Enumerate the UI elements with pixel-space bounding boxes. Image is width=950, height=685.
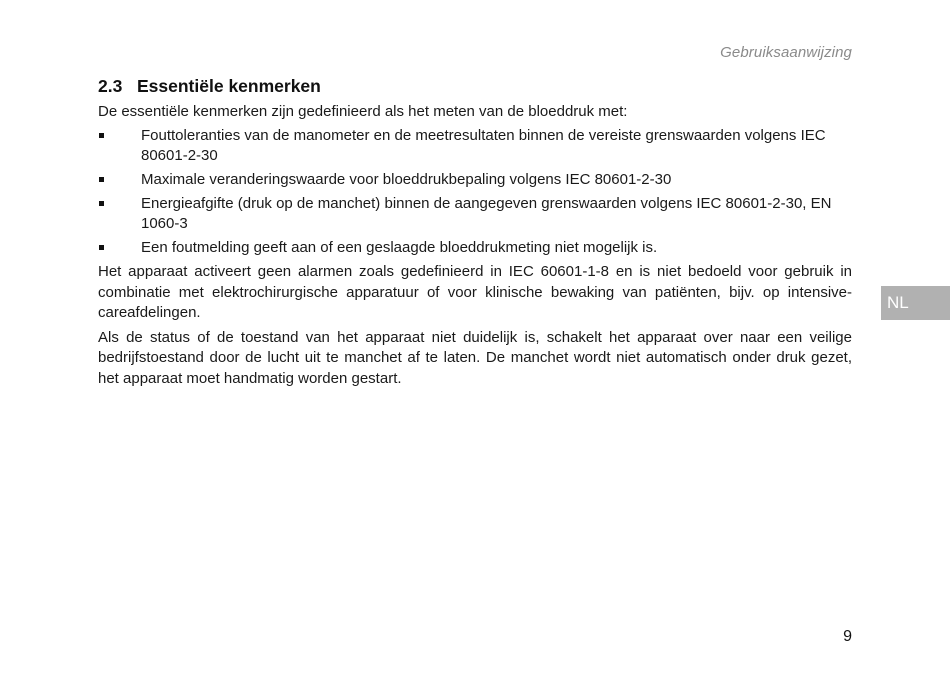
bullet-item [98, 170, 852, 190]
intro-text: De essentiële kenmerken zijn gedefinieerd als het meten van de bloeddruk met: [98, 103, 628, 120]
bullet-text: Een foutmelding geeft aan of een geslaagde bloeddrukmeting niet mogelijk is. [141, 239, 658, 256]
section-title: Essentiële kenmerken [137, 76, 321, 96]
paragraph-safe-state: Als de status of de toestand van het apparaat niet duidelijk is, schakelt het apparaat over naar een veilige bedrijfstoestand door de lucht uit te manchet af te laten. De manchet wordt niet automatisch onder druk gezet, het apparaat moet handmatig worden gestart. [98, 328, 852, 387]
square-bullet-icon [99, 133, 104, 138]
section-number: 2.3 [98, 76, 123, 96]
bullet-item [98, 194, 852, 234]
main-content [98, 74, 852, 393]
square-bullet-icon [99, 201, 104, 206]
paragraph-alarms: Het apparaat activeert geen alarmen zoals gedefinieerd in IEC 60601-1-8 en is niet bedoeld voor gebruik in combinatie met elektrochirurgische apparatuur of voor klinische bewaking van patiënten, bijv. op intensive-careafdelingen. [98, 263, 852, 321]
bullet-list [98, 126, 852, 258]
section-heading [98, 74, 852, 98]
bullet-text: Energieafgifte (druk op de manchet) binnen de aangegeven grenswaarden volgens IEC 80601-2-30, EN 1060-3 [141, 195, 832, 232]
page-number: 9 [843, 628, 852, 645]
language-tab: NL [881, 286, 950, 320]
bullet-text: Maximale veranderingswaarde voor bloeddrukbepaling volgens IEC 80601-2-30 [141, 171, 672, 188]
square-bullet-icon [99, 245, 104, 250]
bullet-item [98, 238, 852, 258]
running-header: Gebruiksaanwijzing [720, 44, 852, 61]
bullet-item [98, 126, 852, 166]
bullet-text: Fouttoleranties van de manometer en de meetresultaten binnen de vereiste grenswaarden volgens IEC 80601-2-30 [141, 127, 826, 164]
square-bullet-icon [99, 177, 104, 182]
